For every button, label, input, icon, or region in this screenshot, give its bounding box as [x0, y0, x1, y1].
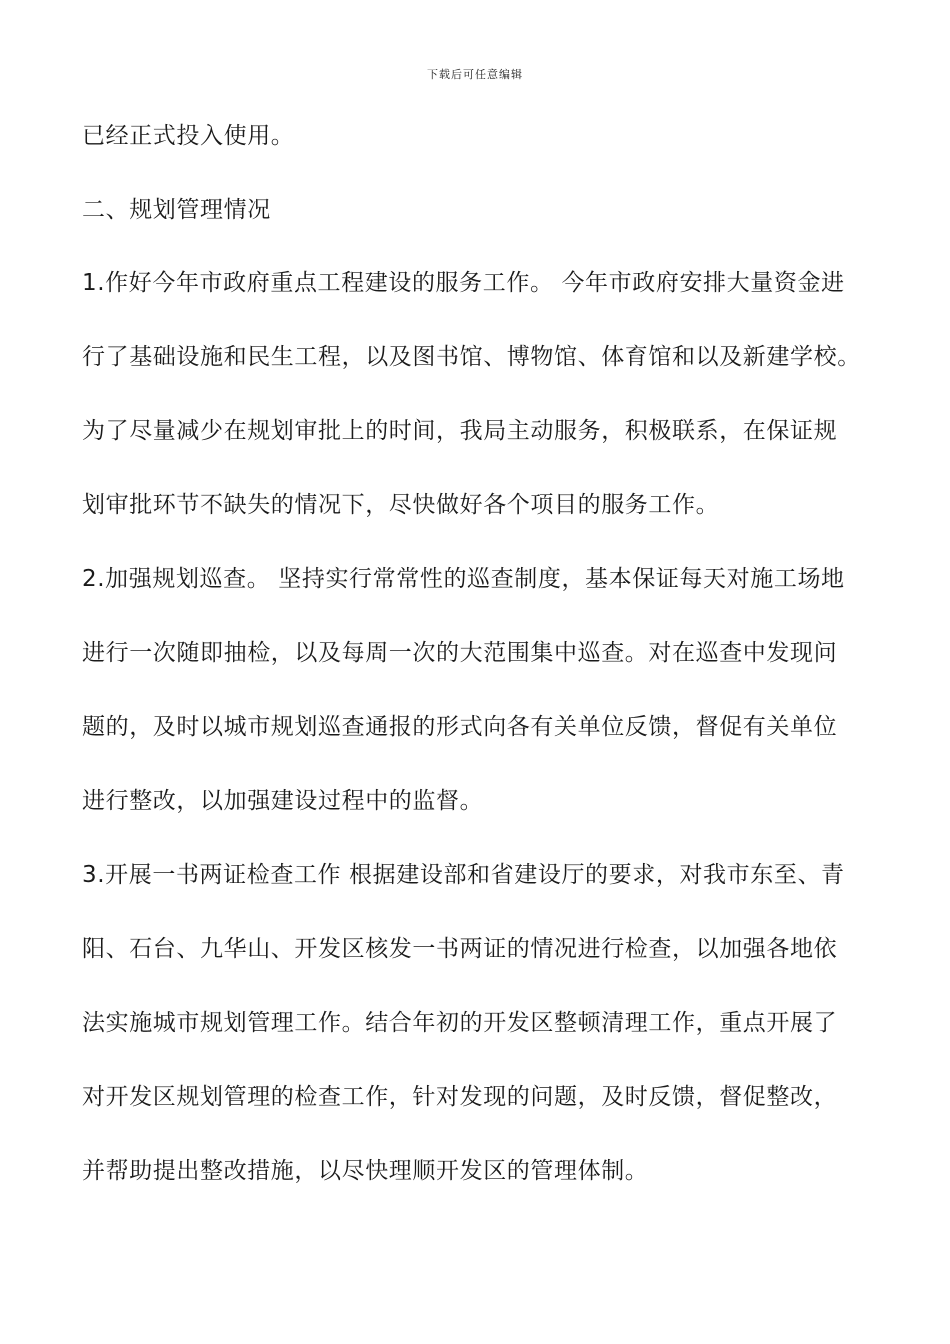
body-line: 进行整改，以加强建设过程中的监督。	[82, 788, 484, 814]
body-line: 题的，及时以城市规划巡查通报的形式向各有关单位反馈，督促有关单位	[82, 714, 838, 740]
section-heading: 二、规划管理情况	[82, 197, 271, 223]
body-line: 并帮助提出整改措施，以尽快理顺开发区的管理体制。	[82, 1158, 649, 1184]
body-line: 3.开展一书两证检查工作 根据建设部和省建设厅的要求，对我市东至、青	[82, 862, 845, 888]
body-line: 对开发区规划管理的检查工作，针对发现的问题，及时反馈，督促整改，	[82, 1084, 838, 1110]
body-line: 已经正式投入使用。	[82, 123, 295, 149]
body-line: 法实施城市规划管理工作。结合年初的开发区整顿清理工作，重点开展了	[82, 1010, 838, 1036]
body-line: 为了尽量减少在规划审批上的时间，我局主动服务，积极联系，在保证规	[82, 418, 838, 444]
body-line: 划审批环节不缺失的情况下，尽快做好各个项目的服务工作。	[82, 492, 720, 518]
page-header: 下载后可任意编辑	[427, 68, 523, 81]
body-line: 进行一次随即抽检，以及每周一次的大范围集中巡查。对在巡查中发现问	[82, 640, 838, 666]
body-line: 阳、石台、九华山、开发区核发一书两证的情况进行检查，以加强各地依	[82, 936, 838, 962]
body-line: 2.加强规划巡查。 坚持实行常常性的巡查制度，基本保证每天对施工场地	[82, 566, 845, 592]
body-line: 行了基础设施和民生工程，以及图书馆、博物馆、体育馆和以及新建学校。	[82, 344, 861, 370]
body-line: 1.作好今年市政府重点工程建设的服务工作。 今年市政府安排大量资金进	[82, 270, 845, 296]
